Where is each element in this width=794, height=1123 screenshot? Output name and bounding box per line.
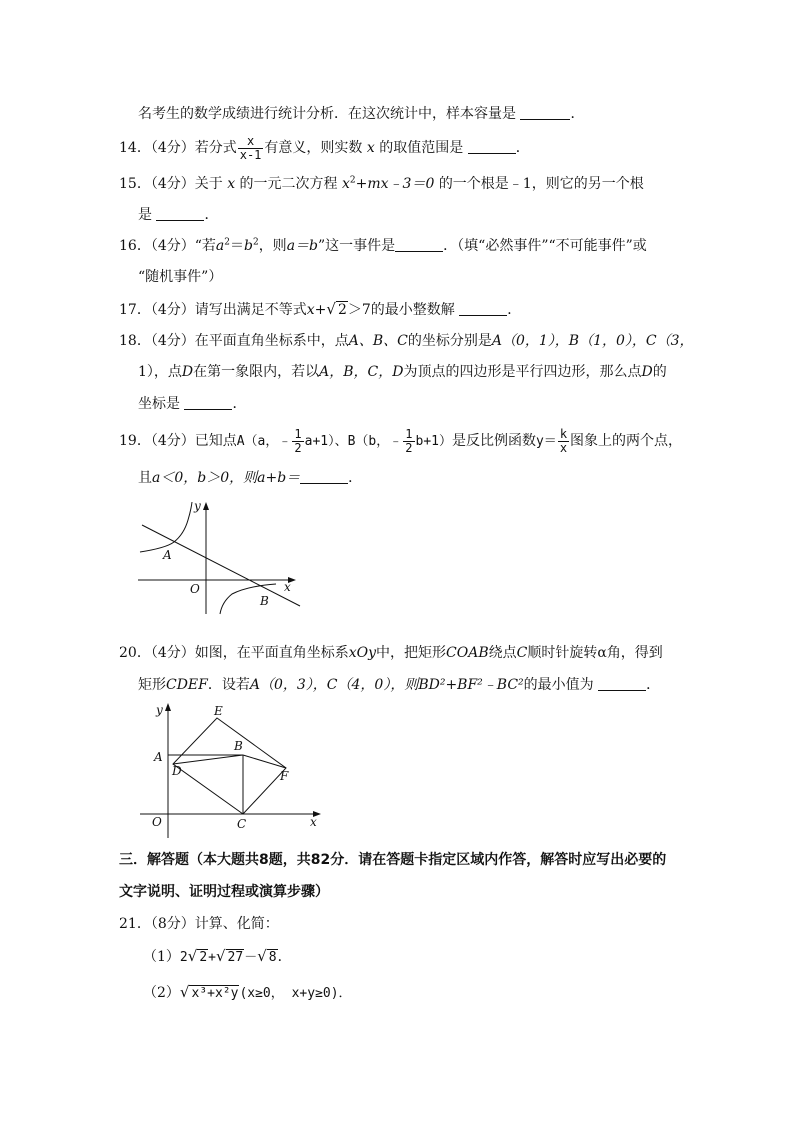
q16-line2: “随机事件”） <box>138 269 223 285</box>
fig1-label-y: y <box>194 499 201 513</box>
q19-line1: 19．（4分）已知点A（a，﹣ $\frac{1}{2}$ a+1）、B（b，﹣ $\frac{1}{2}$ b+1）是反比例函数y＝ $\frac{k}{x}$ 图象上的两个点， <box>119 426 683 455</box>
fig2-rect-cdef <box>173 718 286 814</box>
fig2-label-a: A <box>154 750 163 764</box>
q17-line: 17．（4分）请写出满足不等式x+√ 2＞7的最小整数解 ． <box>119 300 522 318</box>
q20-line1: 20．（4分）如图，在平面直角坐标系xOy中，把矩形COAB绕点C顺时针旋转α角，得到 <box>119 645 663 661</box>
fig2-label-e: E <box>214 704 223 718</box>
q13-answer-blank <box>520 105 570 120</box>
q16-line1: 16．（4分）“若$a^2=b^2$，则a＝b”这一事件是 ．（填“必然事件”“不可能事件”或 <box>119 237 647 254</box>
q16-answer-blank <box>395 237 443 252</box>
fig2-label-y: y <box>156 703 163 717</box>
fig2-label-o: O <box>152 815 162 829</box>
q14-line: 14．（4分）若分式 $\frac{x}{x-1}$ 有意义，则实数 x 的取值范围是 ． <box>119 133 530 162</box>
q14-fraction: $\frac{x}{x-1}$ <box>239 133 262 162</box>
fig1-y-arrow <box>203 502 209 510</box>
q17-sqrt: √ 2 <box>326 300 347 318</box>
fig1-label-a: A <box>163 548 172 562</box>
q21-head: 21．（8分）计算、化简： <box>119 916 279 932</box>
q17-answer-blank <box>459 301 507 316</box>
fig2-label-b: B <box>234 739 243 753</box>
q14-answer-blank <box>468 139 516 154</box>
q14-prefix: 14．（4分）若分式 <box>119 140 237 156</box>
fig1-label-b: B <box>260 594 269 608</box>
fig2-label-f: F <box>280 769 289 783</box>
fig2-y-arrow <box>165 703 171 711</box>
q13-text: 名考生的数学成绩进行统计分析．在这次统计中，样本容量是 <box>138 106 516 122</box>
fig2-segment-bd <box>173 755 243 764</box>
q18-line2: 1），点D在第一象限内，若以A，B，C，D为顶点的四边形是平行四边形，那么点D的 <box>138 364 667 380</box>
fig2-label-x: x <box>310 815 317 829</box>
q19-fraction-k: $\frac{k}{x}$ <box>559 426 568 455</box>
q19-line2: 且a＜0，b＞0，则a+b＝ ． <box>138 470 363 486</box>
q13-line: 名考生的数学成绩进行统计分析．在这次统计中，样本容量是 ． <box>138 106 585 122</box>
q15-answer-blank <box>156 206 204 221</box>
q19-answer-blank <box>300 469 348 484</box>
q20-figure <box>140 700 330 840</box>
q20-answer-blank <box>598 676 646 691</box>
section3-line1: 三．解答题（本大题共8题，共82分．请在答题卡指定区域内作答，解答时应写出必要的 <box>119 852 667 868</box>
fig2-segment-bf <box>243 755 286 768</box>
fig1-label-x: x <box>284 580 291 594</box>
q15-line1: 15．（4分）关于 x 的一元二次方程 $x^2+mx﹣3=0$ 的一个根是﹣1，则它的另一个根 <box>119 175 644 192</box>
section3-line2: 文字说明、证明过程或演算步骤） <box>119 884 329 900</box>
q18-line1: 18．（4分）在平面直角坐标系中，点A、B、C的坐标分别是A（0，1），B（1，0），C（3， <box>119 333 694 349</box>
q18-answer-blank <box>184 395 232 410</box>
q20-line2: 矩形CDEF．设若A（0，3），C（4，0），则BD²+BF²﹣BC²的最小值为 ． <box>138 677 661 693</box>
q19-fraction-a: $\frac{1}{2}$ <box>294 426 302 455</box>
q19-fraction-b: $\frac{1}{2}$ <box>405 426 413 455</box>
q21-part2: （2）√ x³+x²y(x≥0， x+y≥0)． <box>143 983 352 1001</box>
q19-figure <box>136 498 306 618</box>
fig1-line <box>142 525 300 606</box>
q18-line3: 坐标是 ． <box>138 396 247 412</box>
q21-part1: （1）2√ 2+√ 27－√ 8． <box>143 947 292 965</box>
fig1-label-o: O <box>190 582 200 596</box>
fig2-label-d: D <box>172 764 182 778</box>
q15-line2: 是 ． <box>138 207 219 223</box>
fig2-label-c: C <box>237 817 247 831</box>
fig1-hyperbola-left <box>140 502 192 552</box>
